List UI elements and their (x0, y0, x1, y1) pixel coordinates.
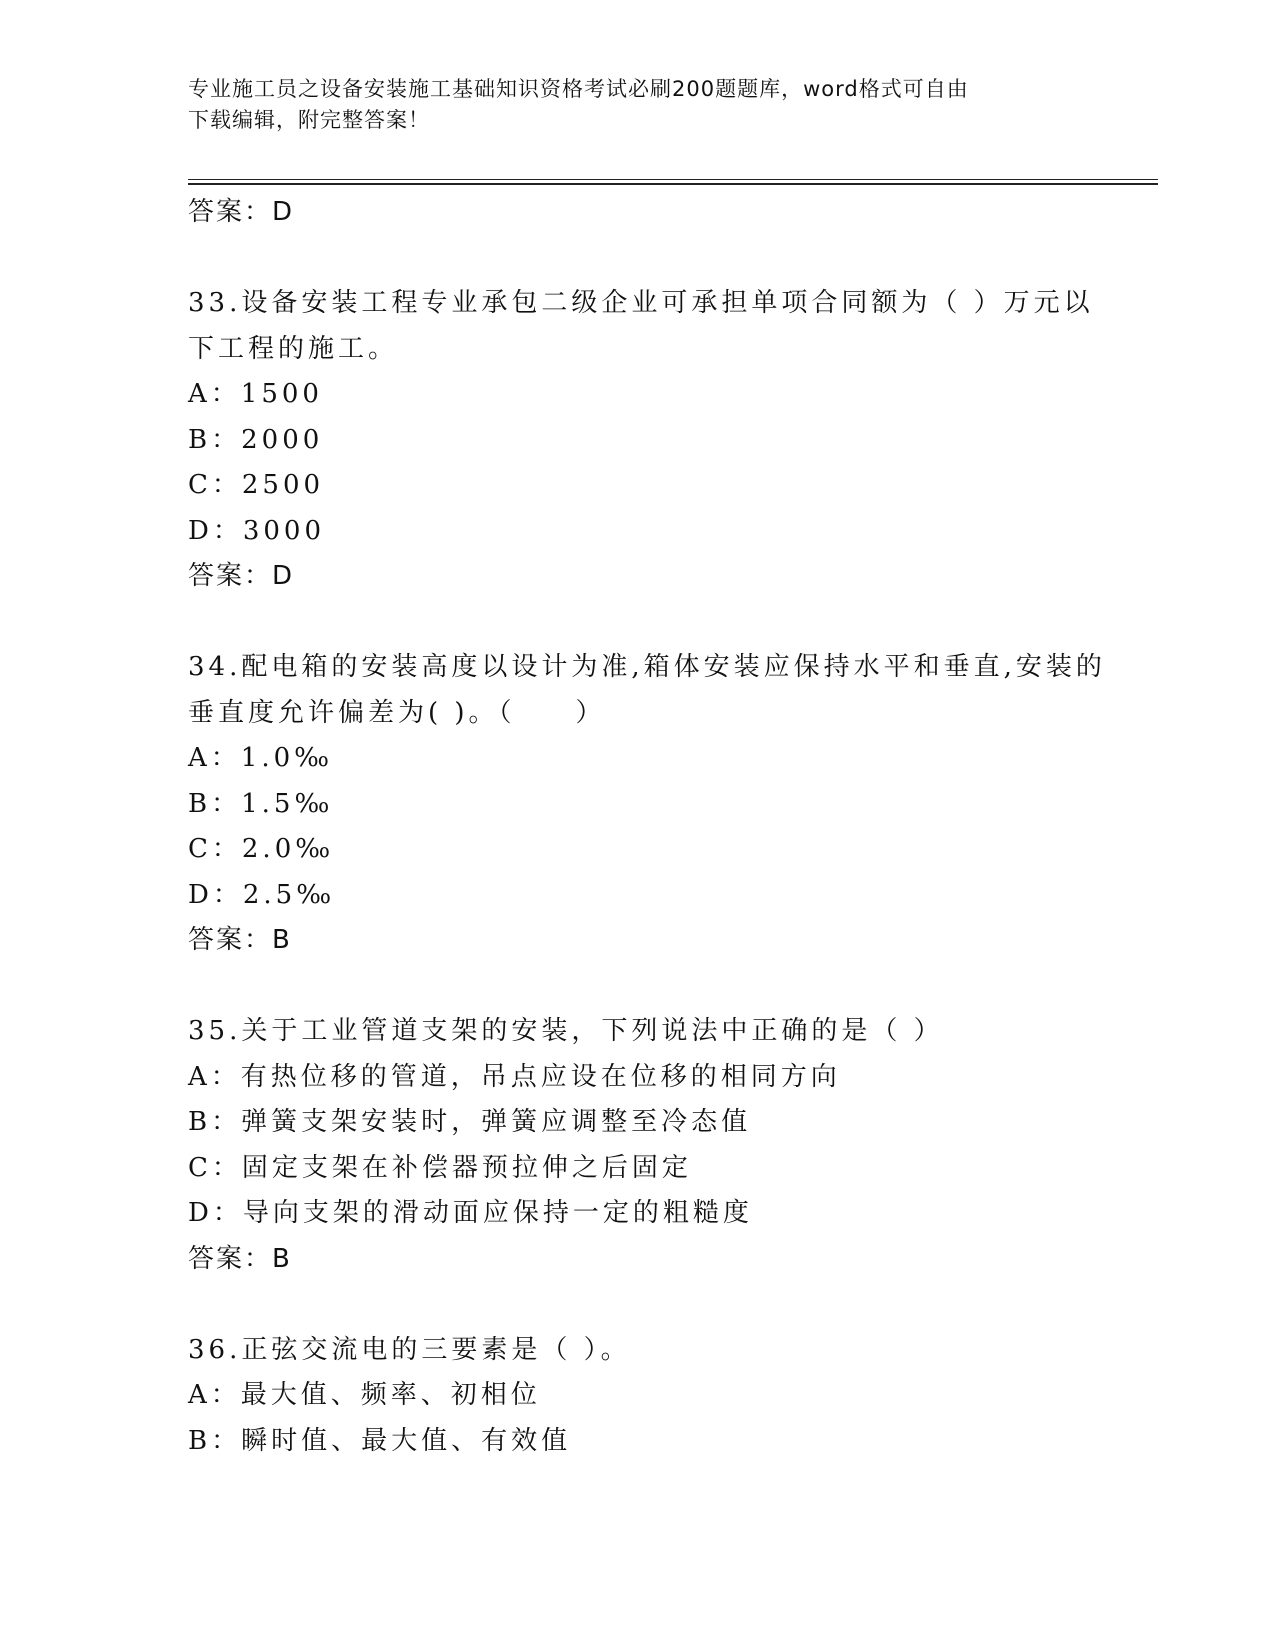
answer: 答案：B (188, 1243, 292, 1274)
option-a: A：最大值、频率、初相位 (188, 1380, 541, 1410)
question-stem: 35.关于工业管道支架的安装，下列说法中正确的是（ ） (188, 1016, 944, 1046)
question-stem: 下工程的施工。 (188, 333, 399, 364)
document-header (188, 74, 1068, 136)
option-b: B：1.5‰ (188, 788, 334, 819)
question-stem: 34.配电箱的安装高度以设计为准,箱体安装应保持水平和垂直,安装的 (188, 652, 1106, 682)
document-body (188, 190, 1106, 1464)
option-d: D：导向支架的滑动面应保持一定的粗糙度 (188, 1198, 753, 1228)
question-stem: 36.正弦交流电的三要素是（ ）。 (188, 1334, 631, 1365)
header-rule-thin (188, 179, 1158, 180)
option-a: A：有热位移的管道，吊点应设在位移的相同方向 (188, 1061, 841, 1092)
question-35 (188, 1009, 1088, 1282)
question-stem: 33.设备安装工程专业承包二级企业可承担单项合同额为（ ）万元以 (188, 288, 1094, 318)
answer: 答案：D (188, 561, 295, 591)
option-b: B：瞬时值、最大值、有效值 (188, 1425, 572, 1456)
option-c: C：固定支架在补偿器预拉伸之后固定 (188, 1152, 692, 1183)
question-stem: 垂直度允许偏差为( )。（ ） (188, 697, 606, 728)
question-36 (188, 1328, 1088, 1465)
question-34 (188, 645, 1106, 964)
question-33 (188, 281, 1094, 600)
previous-answer: 答案：D (188, 197, 295, 227)
header-rule-thick (188, 183, 1158, 185)
option-a: A：1500 (188, 379, 323, 409)
option-b: B：2000 (188, 424, 324, 455)
answer: 答案：B (188, 925, 292, 955)
option-d: D：3000 (188, 515, 326, 546)
option-c: C：2500 (188, 470, 325, 500)
option-d: D：2.5‰ (188, 879, 336, 910)
option-b: B：弹簧支架安装时，弹簧应调整至冷态值 (188, 1107, 752, 1137)
header-line-2: 下载编辑，附完整答案！ (188, 108, 430, 132)
option-c: C：2.0‰ (188, 834, 335, 864)
option-a: A：1.0‰ (188, 743, 334, 773)
header-line-1: 专业施工员之设备安装施工基础知识资格考试必刷200题题库，word格式可自由 (188, 77, 969, 101)
